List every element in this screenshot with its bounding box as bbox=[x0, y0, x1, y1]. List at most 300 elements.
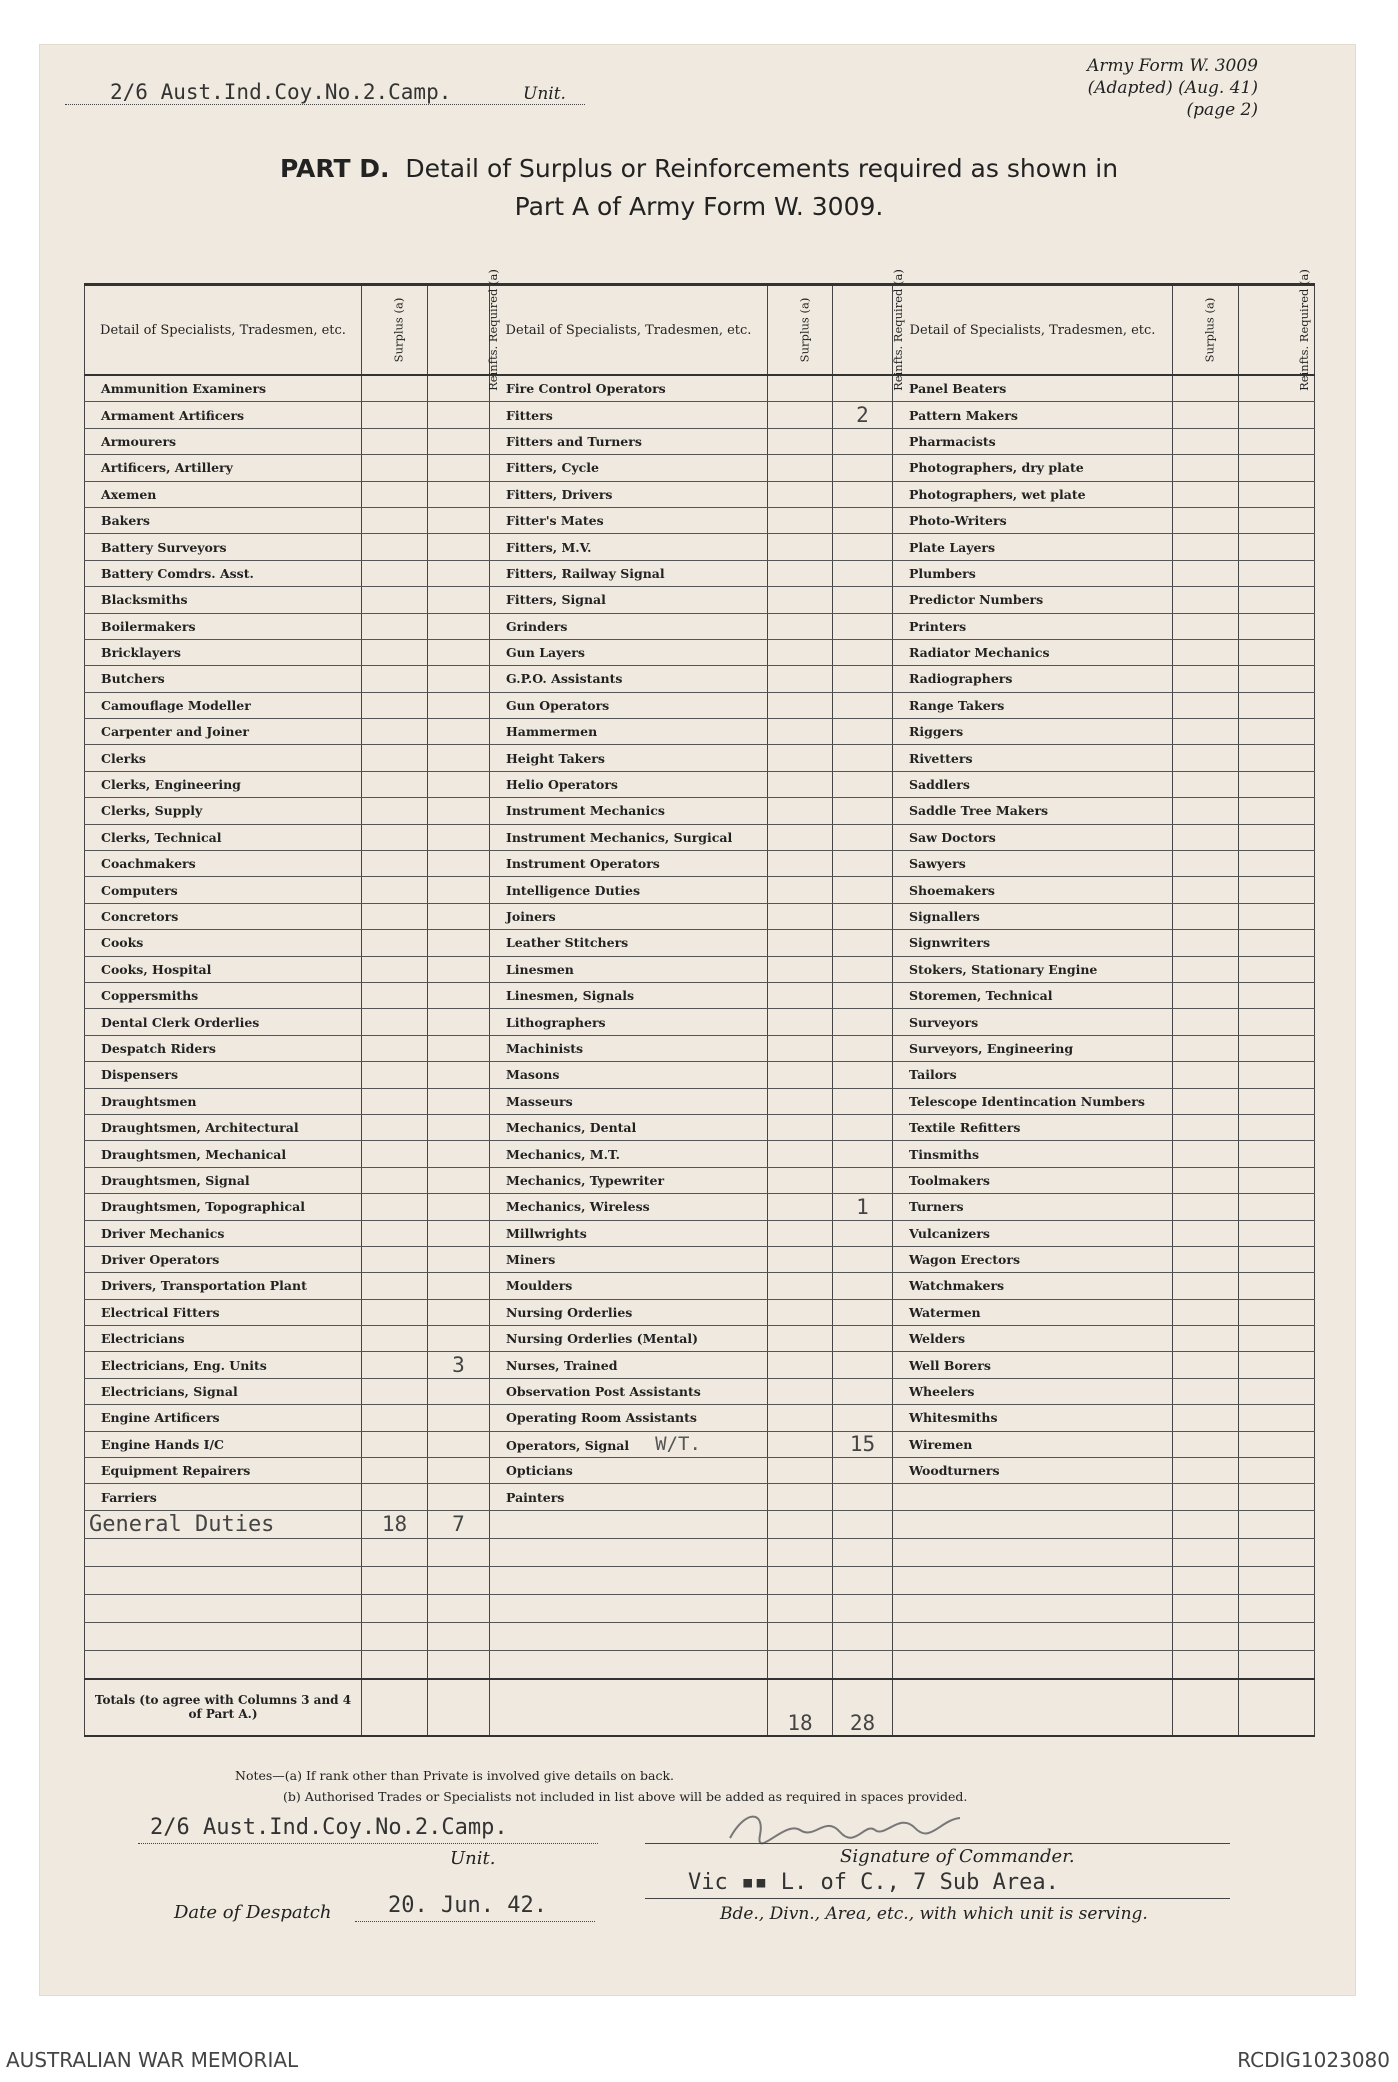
reinfts-cell bbox=[833, 1220, 893, 1246]
surplus-cell bbox=[1173, 1062, 1239, 1088]
surplus-cell bbox=[1173, 1141, 1239, 1167]
reinfts-cell bbox=[1239, 1167, 1315, 1193]
trade-cell: Mechanics, M.T. bbox=[490, 1141, 768, 1167]
surplus-cell bbox=[768, 375, 833, 402]
reinfts-cell bbox=[1239, 745, 1315, 771]
reinfts-cell: 3 bbox=[428, 1352, 490, 1378]
reinfts-cell bbox=[833, 1062, 893, 1088]
reinfts-cell: 15 bbox=[833, 1431, 893, 1457]
reinfts-cell bbox=[833, 507, 893, 533]
reinfts-cell bbox=[428, 1009, 490, 1035]
surplus-cell bbox=[768, 1194, 833, 1220]
surplus-cell bbox=[362, 1299, 428, 1325]
surplus-cell bbox=[362, 639, 428, 665]
blank-row bbox=[85, 1538, 1315, 1566]
surplus-cell bbox=[1173, 1220, 1239, 1246]
surplus-cell bbox=[362, 824, 428, 850]
trade-cell: Dental Clerk Orderlies bbox=[85, 1009, 362, 1035]
surplus-cell bbox=[1173, 1431, 1239, 1457]
reinfts-cell bbox=[833, 719, 893, 745]
surplus-cell bbox=[362, 903, 428, 929]
table-row bbox=[85, 692, 1315, 718]
trade-cell: Vulcanizers bbox=[893, 1220, 1173, 1246]
trade-cell: Gun Operators bbox=[490, 692, 768, 718]
reinfts-cell bbox=[1239, 507, 1315, 533]
trade-cell: Linesmen, Signals bbox=[490, 982, 768, 1008]
trade-cell: Photographers, wet plate bbox=[893, 481, 1173, 507]
unit-label: Unit. bbox=[523, 84, 566, 104]
surplus-cell bbox=[1173, 1352, 1239, 1378]
table-row bbox=[85, 1299, 1315, 1325]
surplus-cell bbox=[362, 877, 428, 903]
surplus-cell bbox=[362, 719, 428, 745]
trade-cell: Drivers, Transportation Plant bbox=[85, 1273, 362, 1299]
surplus-cell bbox=[768, 534, 833, 560]
surplus-cell bbox=[768, 824, 833, 850]
table-row bbox=[85, 534, 1315, 560]
surplus-cell bbox=[1173, 587, 1239, 613]
trade-cell: Masseurs bbox=[490, 1088, 768, 1114]
reinfts-cell bbox=[833, 877, 893, 903]
surplus-cell bbox=[362, 666, 428, 692]
trade-cell bbox=[893, 1484, 1173, 1510]
surplus-cell bbox=[362, 1114, 428, 1140]
trade-cell: Pharmacists bbox=[893, 428, 1173, 454]
reinfts-cell bbox=[428, 587, 490, 613]
detail-header: Detail of Specialists, Tradesmen, etc. bbox=[893, 285, 1173, 376]
reinfts-cell bbox=[428, 956, 490, 982]
trade-cell: Moulders bbox=[490, 1273, 768, 1299]
trade-cell: Mechanics, Typewriter bbox=[490, 1167, 768, 1193]
surplus-cell bbox=[362, 930, 428, 956]
title-line1: Detail of Surplus or Reinforcements required as shown in bbox=[405, 154, 1119, 183]
surplus-cell bbox=[1173, 507, 1239, 533]
reinfts-cell bbox=[1239, 455, 1315, 481]
reinfts-cell bbox=[833, 639, 893, 665]
trade-cell: Tinsmiths bbox=[893, 1141, 1173, 1167]
table-row bbox=[85, 877, 1315, 903]
trade-cell: Fitters bbox=[490, 402, 768, 428]
surplus-cell bbox=[362, 455, 428, 481]
surplus-cell bbox=[362, 1273, 428, 1299]
reinfts-cell bbox=[833, 1246, 893, 1272]
trade-cell: Plumbers bbox=[893, 560, 1173, 586]
table-row bbox=[85, 824, 1315, 850]
blank-row bbox=[85, 1622, 1315, 1650]
surplus-cell bbox=[768, 1088, 833, 1114]
reinfts-cell bbox=[1239, 481, 1315, 507]
surplus-cell bbox=[1173, 666, 1239, 692]
reinfts-cell bbox=[1239, 1194, 1315, 1220]
reinfts-cell bbox=[1239, 1114, 1315, 1140]
surplus-cell bbox=[362, 982, 428, 1008]
table-row bbox=[85, 507, 1315, 533]
reinfts-cell bbox=[1239, 798, 1315, 824]
table-row bbox=[85, 1035, 1315, 1061]
surplus-cell bbox=[768, 719, 833, 745]
table-row bbox=[85, 930, 1315, 956]
trade-cell: Driver Mechanics bbox=[85, 1220, 362, 1246]
table-row bbox=[85, 1009, 1315, 1035]
surplus-cell bbox=[1173, 877, 1239, 903]
trade-cell: Signallers bbox=[893, 903, 1173, 929]
title-line2: Part A of Army Form W. 3009. bbox=[514, 192, 884, 221]
trade-cell: Joiners bbox=[490, 903, 768, 929]
trade-cell: Axemen bbox=[85, 481, 362, 507]
table-row bbox=[85, 481, 1315, 507]
surplus-cell bbox=[362, 956, 428, 982]
reinfts-cell bbox=[833, 1167, 893, 1193]
reinfts-cell bbox=[1239, 1378, 1315, 1404]
trade-cell: Mechanics, Wireless bbox=[490, 1194, 768, 1220]
trade-cell: Millwrights bbox=[490, 1220, 768, 1246]
signature-line bbox=[645, 1843, 1230, 1844]
trade-cell: Surveyors bbox=[893, 1009, 1173, 1035]
general-duties-reinfts: 7 bbox=[428, 1510, 490, 1538]
reinfts-cell bbox=[428, 1431, 490, 1457]
surplus-cell bbox=[768, 1326, 833, 1352]
surplus-cell bbox=[1173, 956, 1239, 982]
reinfts-cell: 2 bbox=[833, 402, 893, 428]
signature-label: Signature of Commander. bbox=[840, 1846, 1075, 1867]
surplus-cell bbox=[1173, 771, 1239, 797]
reinfts-cell bbox=[428, 1378, 490, 1404]
surplus-cell bbox=[1173, 1088, 1239, 1114]
reinfts-cell bbox=[833, 1378, 893, 1404]
surplus-cell bbox=[1173, 1458, 1239, 1484]
reinfts-cell bbox=[1239, 771, 1315, 797]
trade-cell: Fitters, M.V. bbox=[490, 534, 768, 560]
trade-cell: Welders bbox=[893, 1326, 1173, 1352]
trade-cell: Armourers bbox=[85, 428, 362, 454]
surplus-cell bbox=[768, 903, 833, 929]
trade-cell: Nursing Orderlies bbox=[490, 1299, 768, 1325]
surplus-cell bbox=[1173, 1114, 1239, 1140]
unit-field bbox=[65, 80, 585, 105]
surplus-cell bbox=[1173, 428, 1239, 454]
trade-cell: Cooks bbox=[85, 930, 362, 956]
trade-cell: Bricklayers bbox=[85, 639, 362, 665]
trade-cell: Textile Refitters bbox=[893, 1114, 1173, 1140]
trade-cell: Radiator Mechanics bbox=[893, 639, 1173, 665]
surplus-cell bbox=[1173, 613, 1239, 639]
trade-cell: Draughtsmen, Architectural bbox=[85, 1114, 362, 1140]
reinfts-cell bbox=[1239, 587, 1315, 613]
reinfts-cell bbox=[833, 851, 893, 877]
surplus-cell bbox=[768, 507, 833, 533]
trade-cell: Fitters, Drivers bbox=[490, 481, 768, 507]
trade-cell: Grinders bbox=[490, 613, 768, 639]
note-a: Notes—(a) If rank other than Private is involved give details on back. bbox=[235, 1768, 675, 1783]
trade-cell: Bakers bbox=[85, 507, 362, 533]
trade-cell: Instrument Mechanics, Surgical bbox=[490, 824, 768, 850]
surplus-cell bbox=[768, 1035, 833, 1061]
blank-row bbox=[85, 1566, 1315, 1594]
table-row bbox=[85, 1167, 1315, 1193]
reinfts-cell bbox=[833, 1273, 893, 1299]
reinfts-cell bbox=[428, 1167, 490, 1193]
trade-cell: Photographers, dry plate bbox=[893, 455, 1173, 481]
reinfts-cell bbox=[428, 719, 490, 745]
table-row bbox=[85, 1220, 1315, 1246]
trade-cell: Operating Room Assistants bbox=[490, 1405, 768, 1431]
reinfts-cell bbox=[428, 1088, 490, 1114]
reinfts-cell bbox=[1239, 877, 1315, 903]
reinfts-cell bbox=[428, 1220, 490, 1246]
trade-cell bbox=[490, 1431, 768, 1457]
surplus-cell bbox=[1173, 1484, 1239, 1510]
trade-cell: Clerks bbox=[85, 745, 362, 771]
trade-cell: Photo-Writers bbox=[893, 507, 1173, 533]
reinfts-cell bbox=[833, 1352, 893, 1378]
trade-cell: Clerks, Technical bbox=[85, 824, 362, 850]
surplus-cell bbox=[768, 1273, 833, 1299]
reinfts-cell bbox=[428, 745, 490, 771]
reinfts-cell bbox=[428, 428, 490, 454]
despatch-label: Date of Despatch bbox=[174, 1902, 332, 1923]
trade-cell: Helio Operators bbox=[490, 771, 768, 797]
despatch-line bbox=[355, 1921, 595, 1922]
surplus-cell bbox=[768, 930, 833, 956]
reinfts-cell bbox=[1239, 903, 1315, 929]
surplus-cell bbox=[362, 560, 428, 586]
reinfts-cell bbox=[428, 798, 490, 824]
table-row bbox=[85, 1062, 1315, 1088]
reinfts-cell bbox=[833, 428, 893, 454]
surplus-cell bbox=[768, 877, 833, 903]
table-row bbox=[85, 1378, 1315, 1404]
reinfts-cell bbox=[1239, 1326, 1315, 1352]
detail-header: Detail of Specialists, Tradesmen, etc. bbox=[490, 285, 768, 376]
table-row bbox=[85, 1326, 1315, 1352]
surplus-cell bbox=[1173, 1326, 1239, 1352]
surplus-cell bbox=[768, 771, 833, 797]
trade-cell: Opticians bbox=[490, 1458, 768, 1484]
surplus-cell bbox=[1173, 639, 1239, 665]
table-row bbox=[85, 613, 1315, 639]
trade-cell: Masons bbox=[490, 1062, 768, 1088]
table-row bbox=[85, 1246, 1315, 1272]
surplus-cell bbox=[1173, 1246, 1239, 1272]
trade-cell: Instrument Mechanics bbox=[490, 798, 768, 824]
surplus-cell bbox=[768, 1246, 833, 1272]
trade-cell: Driver Operators bbox=[85, 1246, 362, 1272]
reinfts-header: Reinfts. Required (a) bbox=[428, 285, 490, 376]
trade-cell: Height Takers bbox=[490, 745, 768, 771]
surplus-cell bbox=[768, 1431, 833, 1457]
reinfts-cell bbox=[1239, 639, 1315, 665]
table-row bbox=[85, 587, 1315, 613]
surplus-cell bbox=[1173, 481, 1239, 507]
surplus-cell bbox=[1173, 798, 1239, 824]
surplus-cell bbox=[768, 692, 833, 718]
surplus-cell bbox=[768, 982, 833, 1008]
reinfts-cell bbox=[1239, 1141, 1315, 1167]
general-duties-label: General Duties bbox=[85, 1510, 362, 1538]
trade-cell: Storemen, Technical bbox=[893, 982, 1173, 1008]
surplus-cell bbox=[362, 1458, 428, 1484]
surplus-cell bbox=[768, 1484, 833, 1510]
trade-cell: Butchers bbox=[85, 666, 362, 692]
surplus-cell bbox=[362, 1062, 428, 1088]
trade-cell: Stokers, Stationary Engine bbox=[893, 956, 1173, 982]
surplus-cell bbox=[1173, 560, 1239, 586]
note-b: (b) Authorised Trades or Specialists not included in list above will be added as required in spaces provided. bbox=[283, 1789, 968, 1804]
table-row bbox=[85, 798, 1315, 824]
surplus-cell bbox=[362, 745, 428, 771]
trade-cell: Lithographers bbox=[490, 1009, 768, 1035]
surplus-cell bbox=[768, 1009, 833, 1035]
trade-cell: Draughtsmen, Topographical bbox=[85, 1194, 362, 1220]
surplus-cell bbox=[362, 481, 428, 507]
reinfts-cell bbox=[833, 666, 893, 692]
trade-cell: Wheelers bbox=[893, 1378, 1173, 1404]
reinfts-cell bbox=[1239, 1009, 1315, 1035]
trade-label: Operators, Signal bbox=[506, 1438, 630, 1454]
general-duties-row bbox=[85, 1510, 1315, 1538]
trade-cell: Plate Layers bbox=[893, 534, 1173, 560]
surplus-cell bbox=[362, 1326, 428, 1352]
reinfts-cell bbox=[428, 851, 490, 877]
trade-cell: Mechanics, Dental bbox=[490, 1114, 768, 1140]
reinfts-cell bbox=[1239, 719, 1315, 745]
trade-cell: Observation Post Assistants bbox=[490, 1378, 768, 1404]
archive-id: RCDIG1023080 bbox=[1237, 2048, 1390, 2072]
table-header bbox=[85, 285, 1315, 376]
title-part: PART D. bbox=[279, 154, 390, 183]
table-row bbox=[85, 455, 1315, 481]
surplus-cell bbox=[768, 851, 833, 877]
table-row bbox=[85, 1431, 1315, 1457]
reinfts-cell bbox=[1239, 1431, 1315, 1457]
page-title bbox=[0, 150, 1398, 226]
table-row bbox=[85, 1352, 1315, 1378]
trade-cell: Engine Artificers bbox=[85, 1405, 362, 1431]
totals-reinfts: 28 bbox=[833, 1679, 893, 1736]
trade-cell: Pattern Makers bbox=[893, 402, 1173, 428]
area-typed: Vic ▪▪ L. of C., 7 Sub Area. bbox=[688, 1870, 1059, 1895]
trade-cell: Farriers bbox=[85, 1484, 362, 1510]
trade-cell: Nursing Orderlies (Mental) bbox=[490, 1326, 768, 1352]
area-line bbox=[645, 1898, 1230, 1899]
trade-cell: Equipment Repairers bbox=[85, 1458, 362, 1484]
trade-cell: Camouflage Modeller bbox=[85, 692, 362, 718]
reinfts-cell bbox=[428, 534, 490, 560]
reinfts-cell bbox=[1239, 1273, 1315, 1299]
table-row bbox=[85, 1405, 1315, 1431]
surplus-cell bbox=[768, 613, 833, 639]
surplus-cell bbox=[1173, 375, 1239, 402]
surplus-cell bbox=[768, 798, 833, 824]
surplus-cell bbox=[1173, 903, 1239, 929]
reinfts-cell bbox=[833, 771, 893, 797]
reinfts-cell bbox=[1239, 692, 1315, 718]
surplus-cell bbox=[768, 1114, 833, 1140]
surplus-cell bbox=[362, 798, 428, 824]
reinfts-cell bbox=[833, 982, 893, 1008]
trade-cell: Telescope Identincation Numbers bbox=[893, 1088, 1173, 1114]
trade-cell: Panel Beaters bbox=[893, 375, 1173, 402]
surplus-cell bbox=[362, 1405, 428, 1431]
trade-cell: Range Takers bbox=[893, 692, 1173, 718]
reinfts-cell bbox=[833, 1088, 893, 1114]
surplus-cell bbox=[768, 428, 833, 454]
surplus-cell bbox=[768, 1352, 833, 1378]
surplus-cell bbox=[362, 375, 428, 402]
reinfts-cell bbox=[1239, 560, 1315, 586]
surplus-cell bbox=[1173, 1167, 1239, 1193]
reinfts-cell bbox=[428, 692, 490, 718]
trade-cell: Printers bbox=[893, 613, 1173, 639]
blank-row bbox=[85, 1650, 1315, 1679]
surplus-cell bbox=[362, 1141, 428, 1167]
trade-cell: Watchmakers bbox=[893, 1273, 1173, 1299]
trade-cell: Predictor Numbers bbox=[893, 587, 1173, 613]
surplus-cell bbox=[1173, 745, 1239, 771]
surplus-cell bbox=[768, 639, 833, 665]
reinfts-cell bbox=[833, 1458, 893, 1484]
trade-cell: Despatch Riders bbox=[85, 1035, 362, 1061]
reinfts-cell bbox=[1239, 1352, 1315, 1378]
surplus-cell bbox=[362, 1246, 428, 1272]
surplus-header: Surplus (a) bbox=[768, 285, 833, 376]
trade-cell: Blacksmiths bbox=[85, 587, 362, 613]
reinfts-cell bbox=[833, 560, 893, 586]
trade-cell: Fire Control Operators bbox=[490, 375, 768, 402]
table-row bbox=[85, 1194, 1315, 1220]
surplus-cell bbox=[768, 745, 833, 771]
reinfts-cell bbox=[1239, 930, 1315, 956]
trade-cell: Concretors bbox=[85, 903, 362, 929]
surplus-cell bbox=[768, 1220, 833, 1246]
trade-cell: Painters bbox=[490, 1484, 768, 1510]
footer-unit-label: Unit. bbox=[450, 1848, 496, 1869]
surplus-cell bbox=[362, 1352, 428, 1378]
reinfts-cell bbox=[428, 1246, 490, 1272]
reinfts-cell bbox=[1239, 956, 1315, 982]
table-row bbox=[85, 719, 1315, 745]
trade-cell: G.P.O. Assistants bbox=[490, 666, 768, 692]
trade-cell: Coachmakers bbox=[85, 851, 362, 877]
reinfts-cell bbox=[428, 455, 490, 481]
trade-cell: Watermen bbox=[893, 1299, 1173, 1325]
form-page: (page 2) bbox=[1186, 100, 1258, 120]
reinfts-cell bbox=[428, 903, 490, 929]
reinfts-cell bbox=[428, 877, 490, 903]
reinfts-cell bbox=[428, 1458, 490, 1484]
reinfts-cell bbox=[833, 903, 893, 929]
reinfts-cell bbox=[833, 1299, 893, 1325]
totals-surplus: 18 bbox=[768, 1679, 833, 1736]
reinfts-cell bbox=[428, 1484, 490, 1510]
surplus-header: Surplus (a) bbox=[362, 285, 428, 376]
table-row bbox=[85, 428, 1315, 454]
trade-cell: Rivetters bbox=[893, 745, 1173, 771]
surplus-cell bbox=[768, 587, 833, 613]
trade-cell: Wagon Erectors bbox=[893, 1246, 1173, 1272]
trade-cell: Wiremen bbox=[893, 1431, 1173, 1457]
reinfts-cell bbox=[833, 1405, 893, 1431]
surplus-cell bbox=[1173, 719, 1239, 745]
trade-cell: Boilermakers bbox=[85, 613, 362, 639]
trade-cell: Surveyors, Engineering bbox=[893, 1035, 1173, 1061]
surplus-cell bbox=[768, 666, 833, 692]
surplus-cell bbox=[362, 1431, 428, 1457]
trade-cell: Woodturners bbox=[893, 1458, 1173, 1484]
table-row bbox=[85, 375, 1315, 402]
detail-header: Detail of Specialists, Tradesmen, etc. bbox=[85, 285, 362, 376]
table-row bbox=[85, 402, 1315, 428]
